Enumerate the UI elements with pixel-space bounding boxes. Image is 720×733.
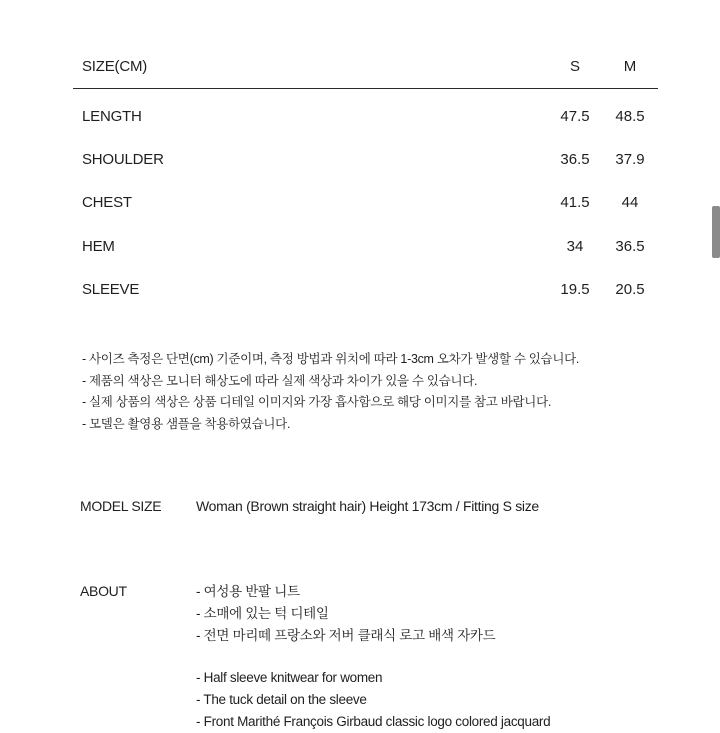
size-row-length [0,108,720,128]
model-size-label: MODEL SIZE [80,498,162,514]
about-item: - Front Marithé François Girbaud classic logo colored jacquard [196,714,551,729]
size-row-s-value: 19.5 [560,281,590,298]
about-list-english [196,667,550,733]
size-row-s-value: 41.5 [560,194,590,211]
about-item: - 여성용 반팔 니트 [196,584,300,599]
about-item: - Half sleeve knitwear for women [196,670,383,685]
size-row-label: SLEEVE [82,281,140,298]
size-row-label: LENGTH [82,108,142,125]
about-list-korean [196,581,495,647]
size-row-label: CHEST [82,194,132,211]
size-row-label: SHOULDER [82,151,164,168]
size-notes [82,349,579,435]
header-divider [73,88,658,89]
about-item: - 소매에 있는 턱 디테일 [196,606,329,621]
size-row-hem [0,238,720,258]
size-header-m: M [623,58,637,75]
size-row-m-value: 37.9 [615,151,645,168]
note-item: - 제품의 색상은 모니터 해상도에 따라 실제 색상과 차이가 있을 수 있습니다. [82,373,478,388]
size-row-m-value: 20.5 [615,281,645,298]
size-row-chest [0,194,720,214]
size-row-shoulder [0,151,720,171]
size-row-s-value: 36.5 [560,151,590,168]
size-row-label: HEM [82,238,115,255]
size-header-label: SIZE(CM) [82,58,148,75]
size-row-sleeve [0,281,720,301]
scrollbar-thumb[interactable] [712,206,720,258]
size-header-s: S [569,58,580,75]
about-item: - 전면 마리떼 프랑소와 저버 클래식 로고 배색 자카드 [196,628,496,643]
model-size-value: Woman (Brown straight hair) Height 173cm / Fitting S size [196,498,539,514]
note-item: - 실제 상품의 색상은 상품 디테일 이미지와 가장 흡사함으로 해당 이미지를 참고 바랍니다. [82,395,552,409]
note-item: - 사이즈 측정은 단면(cm) 기준이며, 측정 방법과 위치에 따라 1-3cm 오차가 발생할 수 있습니다. [82,352,580,366]
size-row-m-value: 36.5 [615,238,645,255]
size-row-m-value: 44 [621,194,639,211]
about-item: - The tuck detail on the sleeve [196,692,367,707]
size-row-s-value: 34 [566,238,584,255]
note-item: - 모델은 촬영용 샘플을 착용하였습니다. [82,416,291,431]
size-row-s-value: 47.5 [560,108,590,125]
about-label: ABOUT [80,583,127,599]
size-row-m-value: 48.5 [615,108,645,125]
